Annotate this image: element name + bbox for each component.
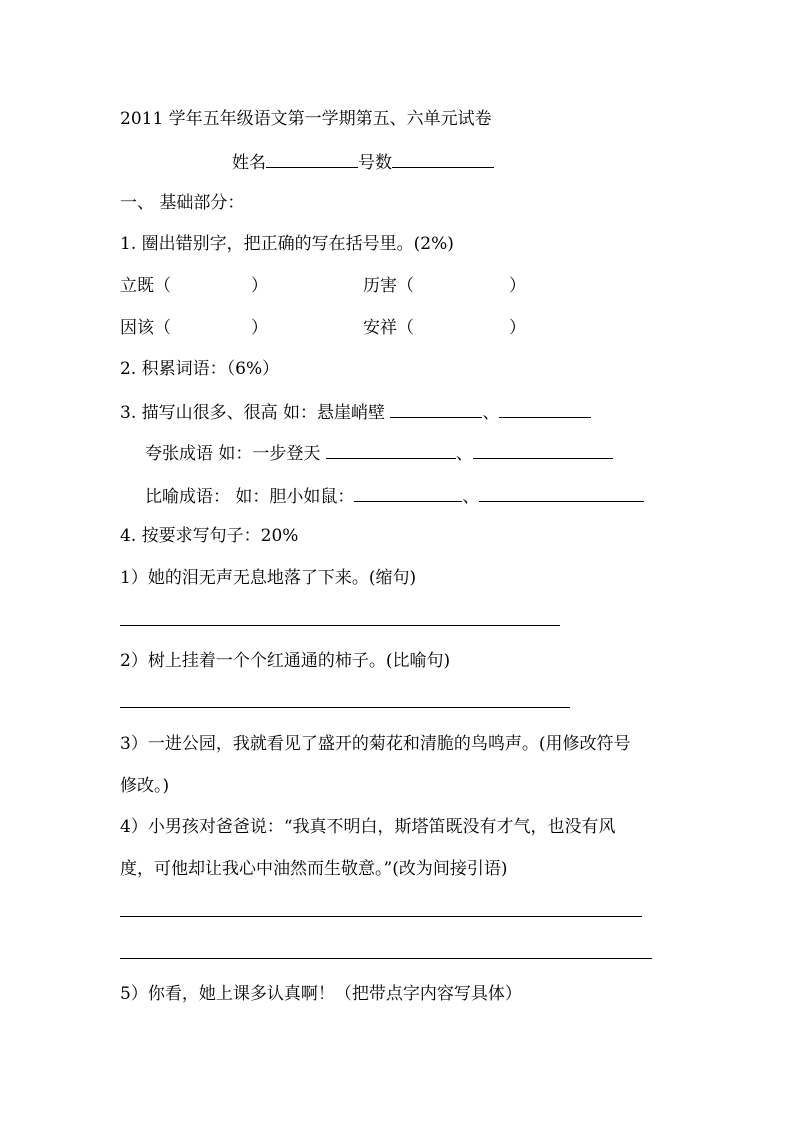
q1-item-3 — [120, 317, 268, 339]
answer-line[interactable] — [120, 625, 560, 626]
q3-blank[interactable] — [390, 400, 482, 418]
name-label: 姓名 — [232, 153, 266, 173]
q3-line-1 — [120, 400, 591, 424]
student-info — [232, 150, 494, 174]
section-basics-heading: 一、 基础部分： — [120, 193, 245, 213]
q1-word: 因该（ — [120, 318, 171, 338]
q1-title: 1. 圈出错别字，把正确的写在括号里。(2%) — [120, 234, 454, 254]
q3-blank[interactable] — [354, 484, 462, 502]
q3-line-3 — [145, 484, 644, 508]
name-blank[interactable] — [266, 150, 358, 168]
exam-title: 2011 学年五年级语文第一学期第五、六单元试卷 — [120, 109, 492, 129]
q1-close: ） — [251, 276, 268, 296]
q4-sentence-4b: 度，可他却让我心中油然而生敬意。”(改为间接引语) — [120, 859, 508, 879]
q3-blank[interactable] — [499, 400, 591, 418]
q1-close: ） — [509, 276, 526, 296]
number-blank[interactable] — [392, 150, 494, 168]
q4-sentence-5: 5）你看，她上课多认真啊！（把带点字内容写具体） — [120, 984, 522, 1004]
q4-title: 4. 按要求写句子：20% — [120, 526, 299, 546]
q3-blank[interactable] — [326, 441, 456, 459]
number-label: 号数 — [358, 153, 392, 173]
q4-sentence-4a: 4）小男孩对爸爸说：“我真不明白，斯塔笛既没有才气，也没有风 — [120, 817, 616, 837]
answer-line[interactable] — [120, 958, 652, 959]
q1-item-2 — [363, 275, 526, 297]
separator: 、 — [462, 487, 480, 507]
q2-title: 2. 积累词语：（6%） — [120, 359, 280, 379]
separator: 、 — [482, 403, 500, 423]
answer-line[interactable] — [120, 707, 570, 708]
q3-label: 夸张成语 如：一步登天 — [145, 444, 321, 464]
q1-word: 安祥（ — [363, 318, 414, 338]
q1-close: ） — [509, 318, 526, 338]
q1-item-1 — [120, 275, 268, 297]
q3-label: 比喻成语： 如：胆小如鼠： — [145, 487, 355, 507]
q4-sentence-2: 2）树上挂着一个个红通通的柿子。(比喻句) — [120, 651, 451, 671]
q3-blank[interactable] — [473, 441, 613, 459]
q1-close: ） — [251, 318, 268, 338]
q4-sentence-3a: 3）一进公园，我就看见了盛开的菊花和清脆的鸟鸣声。(用修改符号 — [120, 734, 631, 754]
q1-word: 立既（ — [120, 276, 171, 296]
q3-line-2 — [145, 441, 613, 465]
q4-sentence-3b: 修改。) — [120, 776, 170, 796]
q3-blank[interactable] — [479, 484, 644, 502]
answer-line[interactable] — [120, 916, 642, 917]
q4-sentence-1: 1）她的泪无声无息地落了下来。(缩句) — [120, 568, 417, 588]
q1-word: 历害（ — [363, 276, 414, 296]
separator: 、 — [455, 444, 473, 464]
q3-label: 3. 描写山很多、很高 如：悬崖峭壁 — [120, 403, 386, 423]
q1-item-4 — [363, 317, 526, 339]
